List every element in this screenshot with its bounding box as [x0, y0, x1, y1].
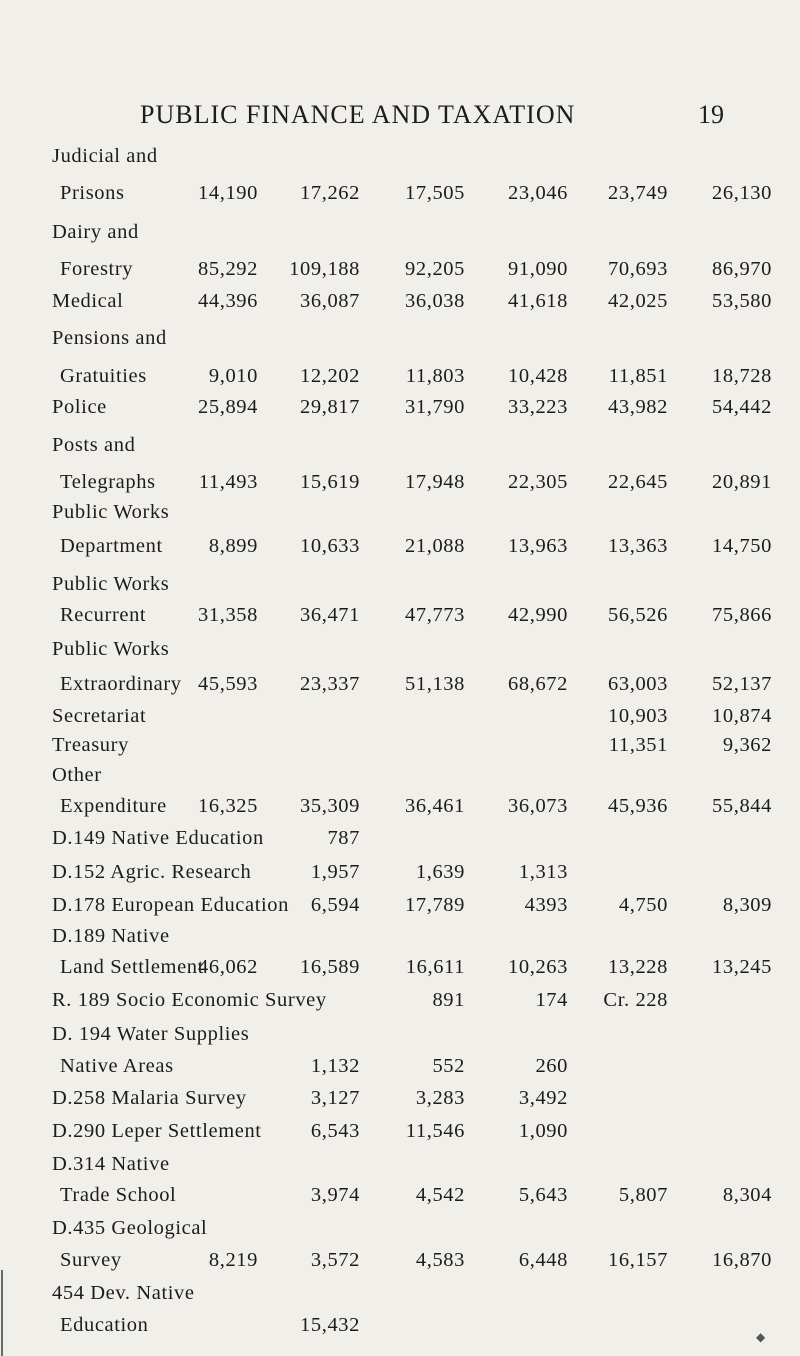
row-label: D.435 Geological	[52, 1217, 208, 1239]
table-row	[0, 1314, 800, 1342]
cell-col-5: 10,903	[608, 705, 668, 727]
cell-col-5: 45,936	[608, 795, 668, 817]
table-row	[0, 764, 800, 792]
row-label: Judicial and	[52, 145, 158, 167]
cell-col-4: 6,448	[518, 1249, 568, 1271]
row-label: Native Areas	[60, 1055, 174, 1077]
cell-col-1: 44,396	[198, 290, 258, 312]
cell-col-6: 86,970	[712, 258, 772, 280]
cell-col-2: 3,974	[310, 1184, 360, 1206]
table-row	[0, 604, 800, 632]
cell-col-6: 8,309	[722, 894, 772, 916]
cell-col-5: 63,003	[608, 673, 668, 695]
cell-col-4: 33,223	[508, 396, 568, 418]
cell-col-4: 42,990	[508, 604, 568, 626]
page-number: 19	[698, 100, 724, 129]
cell-col-4: 5,643	[518, 1184, 568, 1206]
cell-col-5: 43,982	[608, 396, 668, 418]
cell-col-6: 20,891	[712, 471, 772, 493]
table-row	[0, 1120, 800, 1148]
cell-col-5: 22,645	[608, 471, 668, 493]
row-label: Prisons	[60, 182, 125, 204]
cell-col-6: 52,137	[712, 673, 772, 695]
cell-col-1: 8,899	[208, 535, 258, 557]
row-label: Forestry	[60, 258, 134, 280]
cell-col-3: 17,789	[405, 894, 465, 916]
cell-col-1: 11,493	[198, 471, 258, 493]
cell-col-4: 10,428	[508, 365, 568, 387]
row-label: Survey	[60, 1249, 122, 1271]
cell-col-2: 3,127	[310, 1087, 360, 1109]
cell-col-2: 10,633	[300, 535, 360, 557]
cell-col-6: 9,362	[722, 734, 772, 756]
row-label: Telegraphs	[60, 471, 156, 493]
row-label: R. 189 Socio Economic Survey	[52, 989, 327, 1011]
row-label: 454 Dev. Native	[52, 1282, 195, 1304]
cell-col-4: 22,305	[508, 471, 568, 493]
row-label: Dairy and	[52, 221, 139, 243]
cell-col-1: 85,292	[198, 258, 258, 280]
table-row	[0, 221, 800, 249]
row-label: Police	[52, 396, 107, 418]
cell-col-5: Cr. 228	[603, 989, 668, 1011]
table-row	[0, 182, 800, 210]
cell-col-5: 5,807	[618, 1184, 668, 1206]
cell-col-2: 16,589	[300, 956, 360, 978]
cell-col-6: 16,870	[712, 1249, 772, 1271]
table-row	[0, 861, 800, 889]
cell-col-2: 1,132	[310, 1055, 360, 1077]
row-label: Treasury	[52, 734, 129, 756]
cell-col-2: 36,087	[300, 290, 360, 312]
cell-col-5: 11,351	[608, 734, 668, 756]
cell-col-5: 70,693	[608, 258, 668, 280]
cell-col-1: 46,062	[198, 956, 258, 978]
table-row	[0, 827, 800, 855]
cell-col-5: 56,526	[608, 604, 668, 626]
cell-col-6: 53,580	[712, 290, 772, 312]
row-label: D.290 Leper Settlement	[52, 1120, 262, 1142]
row-label: D.314 Native	[52, 1153, 170, 1175]
table-row	[0, 434, 800, 462]
cell-col-6: 13,245	[712, 956, 772, 978]
cell-col-3: 92,205	[405, 258, 465, 280]
cell-col-3: 4,583	[415, 1249, 465, 1271]
cell-col-2: 3,572	[310, 1249, 360, 1271]
cell-col-6: 18,728	[712, 365, 772, 387]
table-row	[0, 1087, 800, 1115]
cell-col-5: 13,363	[608, 535, 668, 557]
row-label: Public Works	[52, 573, 170, 595]
cell-col-3: 17,948	[405, 471, 465, 493]
cell-col-5: 13,228	[608, 956, 668, 978]
row-label: Land Settlement	[60, 956, 204, 978]
row-label: Education	[60, 1314, 149, 1336]
cell-col-2: 787	[327, 827, 360, 849]
cell-col-3: 31,790	[405, 396, 465, 418]
row-label: D.178 European Education	[52, 894, 289, 916]
row-label: Medical	[52, 290, 124, 312]
row-label: Extraordinary	[60, 673, 182, 695]
cell-col-3: 4,542	[415, 1184, 465, 1206]
cell-col-2: 12,202	[300, 365, 360, 387]
cell-col-6: 75,866	[712, 604, 772, 626]
cell-col-5: 16,157	[608, 1249, 668, 1271]
row-label: Gratuities	[60, 365, 147, 387]
table-row	[0, 705, 800, 733]
row-label: D.258 Malaria Survey	[52, 1087, 247, 1109]
table-row	[0, 145, 800, 173]
cell-col-4: 91,090	[508, 258, 568, 280]
table-row	[0, 734, 800, 762]
cell-col-6: 54,442	[712, 396, 772, 418]
row-label: D. 194 Water Supplies	[52, 1023, 250, 1045]
table-row	[0, 795, 800, 823]
cell-col-3: 1,639	[415, 861, 465, 883]
row-label: Secretariat	[52, 705, 147, 727]
cell-col-2: 6,543	[310, 1120, 360, 1142]
cell-col-6: 8,304	[722, 1184, 772, 1206]
table-row	[0, 1055, 800, 1083]
cell-col-4: 10,263	[508, 956, 568, 978]
table-row	[0, 258, 800, 286]
cell-col-2: 6,594	[310, 894, 360, 916]
cell-col-2: 15,619	[300, 471, 360, 493]
cell-col-5: 4,750	[618, 894, 668, 916]
table-row	[0, 290, 800, 318]
cell-col-4: 41,618	[508, 290, 568, 312]
cell-col-4: 3,492	[518, 1087, 568, 1109]
table-row	[0, 1282, 800, 1310]
cell-col-5: 23,749	[608, 182, 668, 204]
row-label: Other	[52, 764, 102, 786]
table-row	[0, 989, 800, 1017]
cell-col-1: 8,219	[208, 1249, 258, 1271]
cell-col-2: 15,432	[300, 1314, 360, 1336]
table-row	[0, 471, 800, 499]
cell-col-3: 51,138	[405, 673, 465, 695]
cell-col-4: 174	[535, 989, 568, 1011]
cell-col-1: 31,358	[198, 604, 258, 626]
table-row	[0, 894, 800, 922]
cell-col-6: 26,130	[712, 182, 772, 204]
cell-col-4: 23,046	[508, 182, 568, 204]
table-row	[0, 956, 800, 984]
table-row	[0, 573, 800, 601]
table-row	[0, 638, 800, 666]
table-row	[0, 501, 800, 529]
cell-col-4: 68,672	[508, 673, 568, 695]
cell-col-6: 55,844	[712, 795, 772, 817]
row-label: D.189 Native	[52, 925, 170, 947]
cell-col-4: 260	[535, 1055, 568, 1077]
cell-col-4: 13,963	[508, 535, 568, 557]
cell-col-4: 36,073	[508, 795, 568, 817]
cell-col-3: 11,546	[405, 1120, 465, 1142]
row-label: D.152 Agric. Research	[52, 861, 252, 883]
cell-col-4: 4393	[524, 894, 568, 916]
cell-col-3: 21,088	[405, 535, 465, 557]
table-row	[0, 1153, 800, 1181]
row-label: Public Works	[52, 638, 170, 660]
table-row	[0, 1217, 800, 1245]
table-row	[0, 365, 800, 393]
scan-edge-mark	[1, 1270, 3, 1356]
cell-col-2: 17,262	[300, 182, 360, 204]
cell-col-2: 29,817	[300, 396, 360, 418]
row-label: Expenditure	[60, 795, 167, 817]
table-row	[0, 1184, 800, 1212]
row-label: Department	[60, 535, 163, 557]
cell-col-2: 23,337	[300, 673, 360, 695]
cell-col-2: 36,471	[300, 604, 360, 626]
cell-col-1: 9,010	[208, 365, 258, 387]
table-row	[0, 1249, 800, 1277]
cell-col-1: 45,593	[198, 673, 258, 695]
cell-col-3: 16,611	[405, 956, 465, 978]
cell-col-4: 1,313	[518, 861, 568, 883]
row-label: Posts and	[52, 434, 136, 456]
cell-col-3: 36,038	[405, 290, 465, 312]
cell-col-3: 36,461	[405, 795, 465, 817]
row-label: Public Works	[52, 501, 170, 523]
cell-col-4: 1,090	[518, 1120, 568, 1142]
cell-col-6: 14,750	[712, 535, 772, 557]
table-row	[0, 327, 800, 355]
row-label: Trade School	[60, 1184, 177, 1206]
scan-speck-icon: ◆	[756, 1330, 766, 1344]
cell-col-3: 47,773	[405, 604, 465, 626]
table-row	[0, 1023, 800, 1051]
cell-col-1: 14,190	[198, 182, 258, 204]
cell-col-3: 891	[432, 989, 465, 1011]
page-title: PUBLIC FINANCE AND TAXATION	[140, 100, 576, 129]
cell-col-3: 552	[432, 1055, 465, 1077]
cell-col-3: 3,283	[415, 1087, 465, 1109]
table-row	[0, 535, 800, 563]
page-header	[0, 90, 800, 140]
table-row	[0, 925, 800, 953]
row-label: D.149 Native Education	[52, 827, 264, 849]
cell-col-3: 11,803	[405, 365, 465, 387]
cell-col-5: 11,851	[608, 365, 668, 387]
cell-col-1: 16,325	[198, 795, 258, 817]
cell-col-2: 109,188	[289, 258, 360, 280]
table-row	[0, 396, 800, 424]
table-row	[0, 673, 800, 701]
cell-col-2: 35,309	[300, 795, 360, 817]
cell-col-2: 1,957	[310, 861, 360, 883]
row-label: Pensions and	[52, 327, 167, 349]
cell-col-1: 25,894	[198, 396, 258, 418]
cell-col-6: 10,874	[712, 705, 772, 727]
row-label: Recurrent	[60, 604, 147, 626]
cell-col-3: 17,505	[405, 182, 465, 204]
cell-col-5: 42,025	[608, 290, 668, 312]
